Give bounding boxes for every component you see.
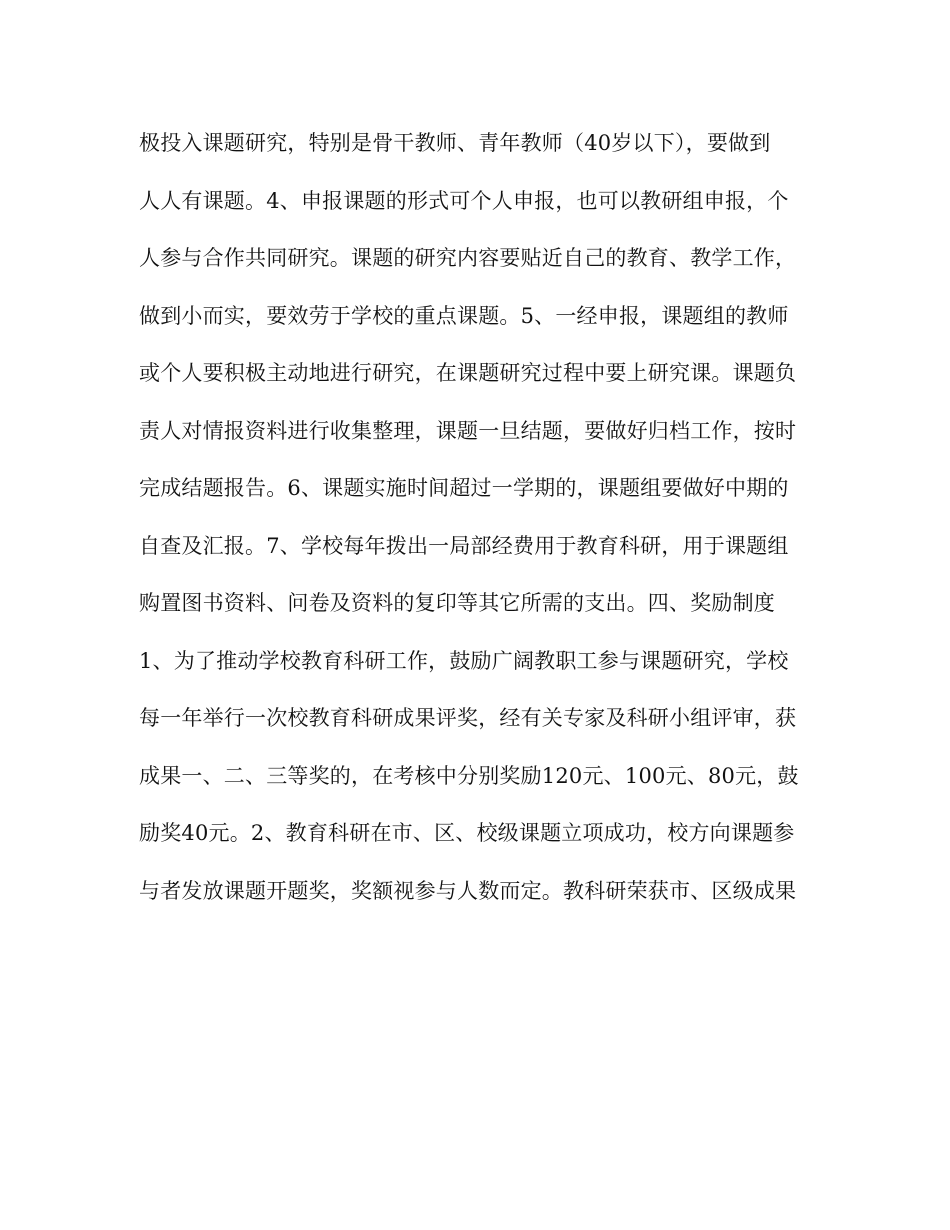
body-text [139,120,829,925]
text-line: 每一年举行一次校教育科研成果评奖，经有关专家及科研小组评审，获 [139,706,797,730]
text-line: 责人对情报资料进行收集整理，课题一旦结题，要做好归档工作，按时 [139,418,797,443]
text-line: 或个人要积极主动地进行研究，在课题研究过程中要上研究课。课题负 [139,361,797,385]
text-line: 与者发放课题开题奖，奖额视参与人数而定。教科研荣获市、区级成果 [139,878,797,903]
text-line: 购置图书资料、问卷及资料的复印等其它所需的支出。四、奖励制度 [139,591,775,615]
text-line: 完成结题报告。6、课题实施时间超过一学期的，课题组要做好中期的 [139,476,789,500]
text-line: 极投入课题研究，特别是骨干教师、青年教师（40岁以下），要做到 [139,131,771,155]
text-line: 成果一、二、三等奖的，在考核中分别奖励120元、100元、80元，鼓 [139,763,799,788]
text-line: 人参与合作共同研究。课题的研究内容要贴近自己的教育、教学工作， [139,246,797,270]
text-line: 1、为了推动学校教育科研工作，鼓励广阔教职工参与课题研究，学校 [139,648,789,673]
text-line: 做到小而实，要效劳于学校的重点课题。5、一经申报，课题组的教师 [139,303,789,328]
text-line: 自查及汇报。7、学校每年拨出一局部经费用于教育科研，用于课题组 [139,533,789,558]
text-line: 人人有课题。4、申报课题的形式可个人申报，也可以教研组申报，个 [139,188,789,213]
text-line: 励奖40元。2、教育科研在市、区、校级课题立项成功，校方向课题参 [139,821,795,845]
